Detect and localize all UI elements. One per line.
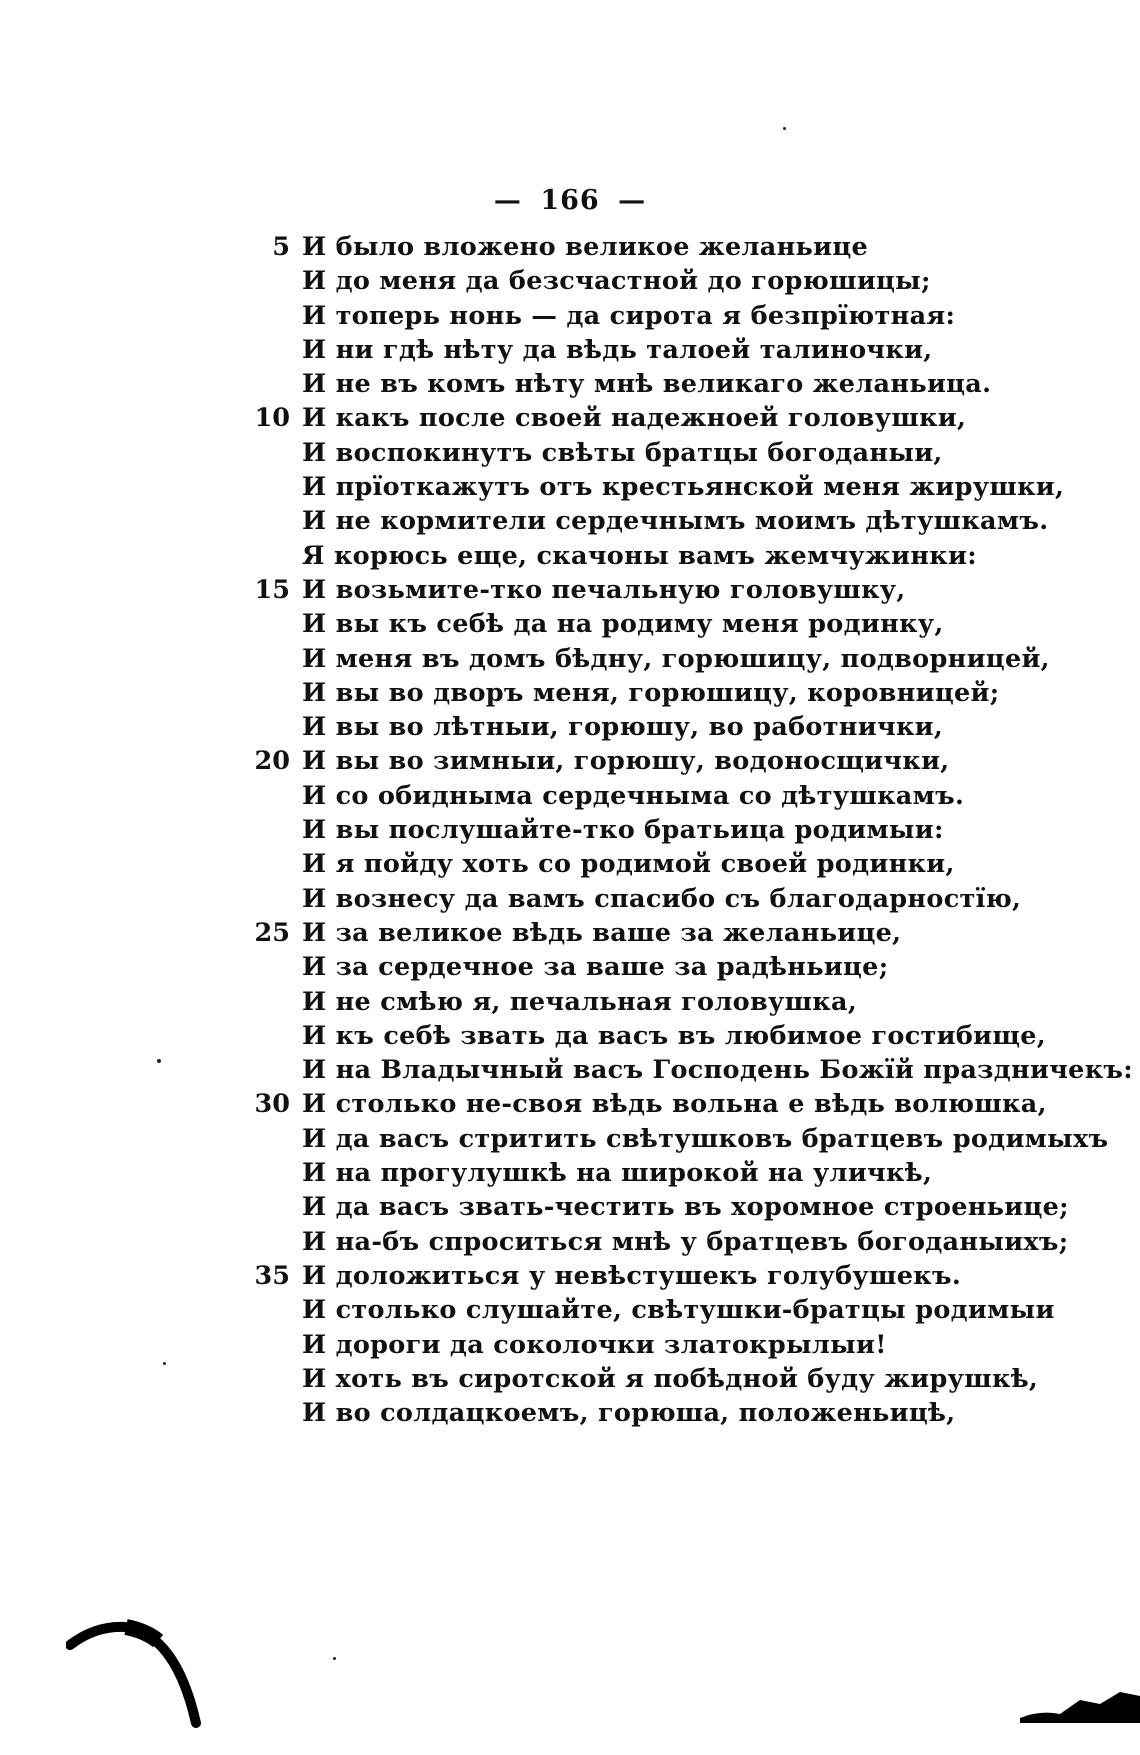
verse-line [240, 1087, 1047, 1121]
verse-text: И столько слушайте, свѣтушки-братцы родимыи [302, 1295, 1055, 1326]
verse-line [240, 916, 1000, 950]
verse-text: И доложиться у невѣстушекъ голубушекъ. [302, 1260, 961, 1291]
verse-text: И на-бъ спроситься мнѣ у братцевъ богоданыихъ; [302, 1226, 1069, 1257]
scan-speck [333, 1657, 336, 1660]
verse-line [240, 1362, 1039, 1396]
verse-line [240, 1293, 1055, 1327]
verse-text: И до меня да безсчастной до горюшицы; [302, 266, 931, 297]
verse-line [240, 1053, 1133, 1087]
verse-text: И вы къ себѣ да на родиму меня родинку, [302, 609, 944, 640]
verse-text: И воспокинутъ свѣты братцы богоданыи, [302, 437, 943, 468]
verse-line [240, 1225, 1069, 1259]
verse-text: И какъ после своей надежноей головушки, [302, 403, 967, 434]
page-number-header [0, 185, 1140, 216]
verse-line [240, 642, 1050, 676]
verse-text: И дороги да соколочки златокрылыи! [302, 1329, 887, 1360]
verse-line [240, 779, 1000, 813]
verse-line [240, 504, 1049, 538]
poem-text [240, 230, 1133, 1430]
verse-line [240, 436, 1000, 470]
verse-text: И не кормители сердечнымъ моимъ дѣтушкамъ. [302, 506, 1049, 537]
verse-line [240, 401, 1000, 435]
verse-number: 35 [254, 1260, 290, 1291]
verse-text: И я пойду хоть со родимой своей родинки, [302, 849, 955, 880]
verse-text: И къ себѣ звать да васъ въ любимое гостибище, [302, 1020, 1046, 1051]
page-number: 166 [540, 185, 600, 216]
verse-line [240, 1190, 1069, 1224]
verse-text: И ни гдѣ нѣту да вѣдь талоей талиночки, [302, 334, 933, 365]
verse-text: И вы послушайте-тко братьица родимыи: [302, 815, 944, 846]
verse-text: И меня въ домъ бѣдну, горюшицу, подворницей, [302, 643, 1050, 674]
verse-line [240, 470, 1065, 504]
verse-text: И за великое вѣдь ваше за желаньице, [302, 917, 902, 948]
verse-line [240, 607, 1000, 641]
verse-line [240, 813, 1000, 847]
verse-line [240, 1156, 1000, 1190]
scan-binding-mark [66, 1615, 226, 1755]
verse-line [240, 1019, 1046, 1053]
verse-text: И не смѣю я, печальная головушка, [302, 986, 858, 1017]
verse-line [240, 573, 1000, 607]
scan-speck [157, 1059, 161, 1063]
scan-speck [783, 127, 786, 130]
verse-line [240, 230, 1000, 264]
verse-text: И возьмите-тко печальную головушку, [302, 574, 906, 605]
verse-line [240, 1396, 1000, 1430]
verse-text: И со обидныма сердечныма со дѣтушкамъ. [302, 780, 965, 811]
verse-line [240, 333, 1000, 367]
verse-text: И топерь нонь — да сирота я безпрїютная: [302, 300, 956, 331]
verse-text: И вы во дворъ меня, горюшицу, коровницей; [302, 677, 1000, 708]
page-number-dash-left: — [493, 185, 522, 216]
verse-text: И за сердечное за ваше за радѣньице; [302, 952, 889, 983]
verse-text: И да васъ стритить свѣтушковъ братцевъ родимыхъ [302, 1123, 1109, 1154]
verse-line [240, 539, 1000, 573]
verse-line [240, 264, 1000, 298]
verse-text: И столько не-своя вѣдь вольна е вѣдь волюшка, [302, 1089, 1047, 1120]
verse-number: 30 [254, 1089, 290, 1120]
verse-text: И хоть въ сиротской я побѣдной буду жирушкѣ, [302, 1363, 1039, 1394]
scan-speck [163, 1362, 166, 1365]
verse-text: И на Владычный васъ Господень Божїй праздничекъ: [302, 1055, 1133, 1086]
verse-text: И было вложено великое желаньице [302, 232, 869, 262]
verse-line [240, 367, 1000, 401]
verse-text: И да васъ звать-честить въ хоромное строеньице; [302, 1192, 1069, 1223]
verse-number: 15 [254, 574, 290, 605]
verse-text: И вы во лѣтныи, горюшу, во работнички, [302, 712, 944, 743]
verse-line [240, 1328, 1000, 1362]
verse-line [240, 744, 1000, 778]
verse-number: 10 [254, 403, 290, 434]
verse-line [240, 985, 1000, 1019]
verse-line [240, 847, 1000, 881]
verse-line [240, 676, 1000, 710]
verse-text: И вы во зимныи, горюшу, водоносщички, [302, 746, 950, 777]
verse-number: 25 [254, 917, 290, 948]
verse-text: И не въ комъ нѣту мнѣ великаго желаньица. [302, 369, 992, 400]
verse-number: 5 [272, 232, 290, 262]
verse-line [240, 1259, 1000, 1293]
verse-text: Я корюсь еще, скачоны вамъ жемчужинки: [302, 540, 977, 571]
verse-line [240, 710, 1000, 744]
page-number-dash-right: — [618, 185, 647, 216]
verse-line [240, 299, 1000, 333]
verse-text: И во солдацкоемъ, горюша, положеньицѣ, [302, 1398, 956, 1429]
verse-line [240, 1122, 1109, 1156]
verse-text: И на прогулушкѣ на широкой на уличкѣ, [302, 1158, 933, 1189]
verse-text: И вознесу да вамъ спасибо съ благодарностїю, [302, 883, 1022, 914]
verse-text: И прїоткажутъ отъ крестьянской меня жирушки, [302, 472, 1065, 503]
scan-smudge [1020, 1690, 1140, 1723]
verse-number: 20 [254, 746, 290, 777]
verse-line [240, 950, 1000, 984]
verse-line [240, 882, 1022, 916]
